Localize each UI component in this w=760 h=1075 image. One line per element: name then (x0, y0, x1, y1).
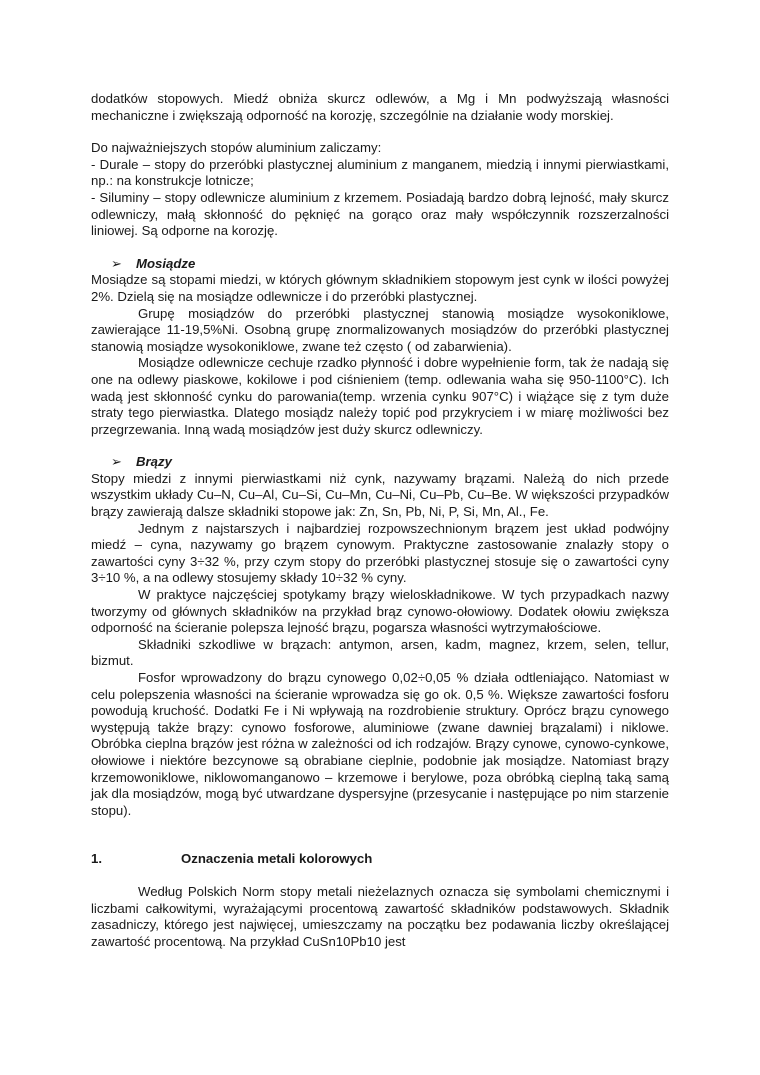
intro-paragraph: dodatków stopowych. Miedź obniża skurcz odlewów, a Mg i Mn podwyższają własności mechaniczne i zwiększają odporność na korozję, szczególnie na działanie wody morskiej. (91, 91, 669, 123)
section-paragraph-1: Według Polskich Norm stopy metali nieżelaznych oznacza się symbolami chemicznymi i liczbami całkowitymi, wyrażającymi procentową zawartość składników podstawowych. Składnik zasadniczy, którego jest najwięcej, umieszczamy na początku bez podawania liczby określającej zawartość procentową. Na przykład CuSn10Pb10 jest (91, 883, 669, 949)
section-title: Oznaczenia metali kolorowych (181, 851, 373, 867)
mosiadze-paragraph-2: Grupę mosiądzów do przeróbki plastycznej stanowią mosiądze wysokoniklowe, zawierające 11-19,5%Ni. Osobną grupę znormalizowanych mosiądzów do przeróbki plastycznej stanowią mosiądze wysokoniklowe, zwane też często ( od zabarwienia). (91, 305, 669, 354)
list-item-durale: - Durale – stopy do przeróbki plastycznej aluminium z manganem, miedzią i innymi pierwiastkami, np.: na konstrukcje lotnicze; (91, 156, 669, 189)
section-number: 1. (91, 851, 102, 867)
section-heading (91, 851, 669, 868)
brazy-paragraph-1: Stopy miedzi z innymi pierwiastkami niż cynk, nazywamy brązami. Należą do nich przede wszystkim układy Cu–N, Cu–Al, Cu–Si, Cu–Mn, Cu–Ni, Cu–Pb, Cu–Be. W większości przypadków brązy zawierają dalsze składniki stopowe jak: Zn, Sn, Pb, Ni, P, Si, Mn, Al., Fe. (91, 470, 669, 520)
heading-brazy-text: Brązy (136, 454, 172, 470)
brazy-paragraph-3: W praktyce najczęściej spotykamy brązy wieloskładnikowe. W tych przypadkach nazwy tworzymy od głównych składników na przykład brąz cynowo-ołowiowy. Dodatek ołowiu zwiększa odporność na ścieranie polepsza lejność brązu, pogarsza własności wytrzymałościowe. (91, 587, 669, 636)
heading-mosiadze-text: Mosiądze (136, 255, 196, 271)
list-item-siluminy: - Siluminy – stopy odlewnicze aluminium z krzemem. Posiadają bardzo dobrą lejność, mały skurcz odlewniczy, małą skłonność do pęknięć na gorąco oraz mały współczynnik rozszerzalności liniowej. Są odporne na korozję. (91, 189, 669, 239)
arrow-bullet-icon: ➢ (111, 255, 123, 271)
aluminium-list-intro: Do najważniejszych stopów aluminium zaliczamy: (91, 140, 382, 156)
mosiadze-paragraph-1: Mosiądze są stopami miedzi, w których głównym składnikiem stopowym jest cynk w ilości powyżej 2%. Dzielą się na mosiądze odlewnicze i do przeróbki plastycznej. (91, 272, 669, 304)
mosiadze-paragraph-3: Mosiądze odlewnicze cechuje rzadko płynność i dobre wypełnienie form, tak że nadają się one na odlewy piaskowe, kokilowe i pod ciśnieniem (temp. odlewania waha się 950-1100°C). Ich wadą jest skłonność cynku do parowania(temp. wrzenia cynku 907°C) i wiążące się z tym duże straty tego pierwiastka. Dlatego mosiądz należy topić pod przykryciem i w miarę możliwości bez przegrzewania. Inną wadą mosiądzów jest duży skurcz odlewniczy. (91, 355, 669, 437)
brazy-paragraph-4: Składniki szkodliwe w brązach: antymon, arsen, kadm, magnez, krzem, selen, tellur, bizmut. (91, 636, 669, 669)
heading-mosiadze (91, 256, 669, 273)
brazy-paragraph-2: Jednym z najstarszych i najbardziej rozpowszechnionym brązem jest układ podwójny miedź – cyna, nazywamy go brązem cynowym. Praktyczne zastosowanie znalazły stopy o zawartości cyny 3÷32 %, przy czym stopy do przeróbki plastycznej stosuje się o zawartości cyny 3÷10 %, a na odlewy stosujemy składy 10÷32 % cyny. (91, 520, 669, 586)
arrow-bullet-icon: ➢ (111, 454, 123, 470)
brazy-paragraph-5: Fosfor wprowadzony do brązu cynowego 0,02÷0,05 % działa odtleniająco. Natomiast w celu polepszenia własności na ścieranie wprowadza się go ok. 0,5 %. Większe zawartości fosforu powodują kruchość. Dodatki Fe i Ni wpływają na rozdrobienie struktury. Oprócz brązu cynowego występują także brązy: cynowo fosforowe, aluminiowe (zwane dawniej brązalami) i niklowe. Obróbka cieplna brązów jest różna w zależności od ich rodzajów. Brązy cynowe, cynowo-cynkowe, ołowiowe i niektóre bezcynowe są obrabiane cieplnie, podobnie jak mosiądze. Natomiast brązy krzemowoniklowe, niklowomanganowo – krzemowe i berylowe, poza obróbką cieplną taką samą jak dla mosiądzów, mogą być utwardzane dyspersyjne (przesycanie i następujące po nim starzenie stopu). (91, 670, 669, 818)
heading-brazy (91, 454, 669, 471)
document-page (91, 91, 669, 950)
